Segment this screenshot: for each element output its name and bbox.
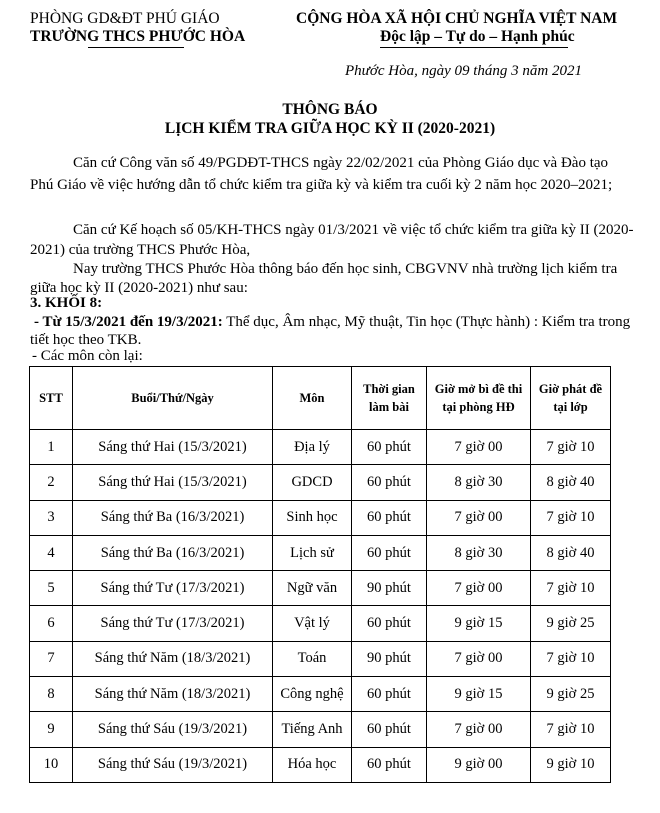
cell-distribute-time: 9 giờ 25 bbox=[531, 677, 611, 712]
cell-stt: 3 bbox=[30, 500, 73, 535]
paragraph-announcement: Nay trường THCS Phước Hòa thông báo đến học sinh, CBGVNV nhà trường lịch kiểm tra giữa học kỳ II (2020-2021) như sau: bbox=[30, 261, 618, 296]
cell-distribute-time: 7 giờ 10 bbox=[531, 500, 611, 535]
section-heading: 3. KHỐI 8: bbox=[30, 295, 103, 311]
cell-duration: 90 phút bbox=[352, 571, 427, 606]
table-row bbox=[30, 677, 611, 712]
table-row bbox=[30, 430, 611, 465]
cell-open-time: 7 giờ 00 bbox=[427, 571, 531, 606]
cell-stt: 1 bbox=[30, 430, 73, 465]
cell-session-date: Sáng thứ Tư (17/3/2021) bbox=[73, 606, 273, 641]
cell-open-time: 9 giờ 15 bbox=[427, 606, 531, 641]
item-remaining-subjects: - Các môn còn lại: bbox=[32, 348, 143, 364]
cell-distribute-time: 7 giờ 10 bbox=[531, 430, 611, 465]
cell-stt: 9 bbox=[30, 712, 73, 747]
cell-subject: Hóa học bbox=[273, 747, 352, 782]
cell-duration: 60 phút bbox=[352, 535, 427, 570]
header-distribute-time: Giờ phát đề tại lớp bbox=[531, 367, 611, 430]
cell-distribute-time: 9 giờ 10 bbox=[531, 747, 611, 782]
national-motto: Độc lập – Tự do – Hạnh phúc bbox=[380, 28, 575, 45]
cell-stt: 10 bbox=[30, 747, 73, 782]
paragraph-legal-basis-2: Căn cứ Kế hoạch số 05/KH-THCS ngày 01/3/2021 về việc tổ chức kiểm tra giữa kỳ II (2020-2021) của trường THCS Phước Hòa, bbox=[30, 222, 634, 258]
cell-distribute-time: 8 giờ 40 bbox=[531, 535, 611, 570]
cell-distribute-time: 7 giờ 10 bbox=[531, 571, 611, 606]
table-row bbox=[30, 712, 611, 747]
cell-distribute-time: 8 giờ 40 bbox=[531, 465, 611, 500]
cell-stt: 2 bbox=[30, 465, 73, 500]
table-row bbox=[30, 641, 611, 676]
cell-duration: 60 phút bbox=[352, 500, 427, 535]
department-name: PHÒNG GD&ĐT PHÚ GIÁO bbox=[30, 10, 220, 27]
cell-stt: 6 bbox=[30, 606, 73, 641]
cell-subject: Địa lý bbox=[273, 430, 352, 465]
school-underline bbox=[88, 47, 184, 48]
header-session-date: Buổi/Thứ/Ngày bbox=[73, 367, 273, 430]
item-date-range: - Từ 15/3/2021 đến 19/3/2021: bbox=[34, 314, 223, 330]
item-description: Thể dục, Âm nhạc, Mỹ thuật, Tin học (Thực hành) : Kiểm tra trong tiết học theo TKB. bbox=[30, 314, 631, 348]
table-row bbox=[30, 747, 611, 782]
table-row bbox=[30, 606, 611, 641]
header-stt: STT bbox=[30, 367, 73, 430]
cell-subject: Sinh học bbox=[273, 500, 352, 535]
cell-subject: GDCD bbox=[273, 465, 352, 500]
cell-open-time: 7 giờ 00 bbox=[427, 500, 531, 535]
exam-schedule-table bbox=[29, 366, 611, 783]
date-line: Phước Hòa, ngày 09 tháng 3 năm 2021 bbox=[345, 63, 582, 79]
body-text bbox=[30, 153, 635, 196]
cell-subject: Công nghệ bbox=[273, 677, 352, 712]
body-text-2 bbox=[30, 220, 635, 260]
cell-duration: 60 phút bbox=[352, 465, 427, 500]
cell-session-date: Sáng thứ Tư (17/3/2021) bbox=[73, 571, 273, 606]
cell-distribute-time: 7 giờ 10 bbox=[531, 712, 611, 747]
cell-subject: Lịch sử bbox=[273, 535, 352, 570]
school-name: TRƯỜNG THCS PHƯỚC HÒA bbox=[30, 28, 246, 45]
national-title: CỘNG HÒA XÃ HỘI CHỦ NGHĨA VIỆT NAM bbox=[296, 10, 618, 27]
cell-session-date: Sáng thứ Sáu (19/3/2021) bbox=[73, 712, 273, 747]
notice-subtitle: LỊCH KIỂM TRA GIỮA HỌC KỲ II (2020-2021) bbox=[164, 120, 496, 137]
cell-stt: 4 bbox=[30, 535, 73, 570]
cell-session-date: Sáng thứ Năm (18/3/2021) bbox=[73, 677, 273, 712]
paragraph-legal-basis-1: Căn cứ Công văn số 49/PGDĐT-THCS ngày 22/02/2021 của Phòng Giáo dục và Đào tạo Phú Giáo về việc hướng dẫn tổ chức kiểm tra giữa kỳ và kiểm tra cuối kỳ 2 năm học 2020–2021; bbox=[30, 155, 613, 193]
table-header-row bbox=[30, 367, 611, 430]
header-open-envelope-time: Giờ mở bì đề thi tại phòng HĐ bbox=[427, 367, 531, 430]
cell-duration: 60 phút bbox=[352, 677, 427, 712]
cell-open-time: 9 giờ 00 bbox=[427, 747, 531, 782]
cell-open-time: 8 giờ 30 bbox=[427, 535, 531, 570]
header-duration: Thời gian làm bài bbox=[352, 367, 427, 430]
cell-duration: 60 phút bbox=[352, 712, 427, 747]
table-row bbox=[30, 500, 611, 535]
cell-subject: Tiếng Anh bbox=[273, 712, 352, 747]
cell-subject: Toán bbox=[273, 641, 352, 676]
cell-session-date: Sáng thứ Sáu (19/3/2021) bbox=[73, 747, 273, 782]
cell-session-date: Sáng thứ Hai (15/3/2021) bbox=[73, 430, 273, 465]
cell-session-date: Sáng thứ Năm (18/3/2021) bbox=[73, 641, 273, 676]
cell-subject: Ngữ văn bbox=[273, 571, 352, 606]
cell-stt: 7 bbox=[30, 641, 73, 676]
cell-duration: 60 phút bbox=[352, 747, 427, 782]
cell-open-time: 7 giờ 00 bbox=[427, 641, 531, 676]
table-row bbox=[30, 535, 611, 570]
cell-duration: 60 phút bbox=[352, 606, 427, 641]
cell-distribute-time: 9 giờ 25 bbox=[531, 606, 611, 641]
body-text-3 bbox=[30, 260, 635, 298]
notice-title: THÔNG BÁO bbox=[282, 101, 378, 118]
cell-open-time: 7 giờ 00 bbox=[427, 430, 531, 465]
cell-distribute-time: 7 giờ 10 bbox=[531, 641, 611, 676]
cell-open-time: 9 giờ 15 bbox=[427, 677, 531, 712]
cell-stt: 5 bbox=[30, 571, 73, 606]
cell-duration: 90 phút bbox=[352, 641, 427, 676]
header-subject: Môn bbox=[273, 367, 352, 430]
cell-subject: Vật lý bbox=[273, 606, 352, 641]
cell-session-date: Sáng thứ Hai (15/3/2021) bbox=[73, 465, 273, 500]
cell-session-date: Sáng thứ Ba (16/3/2021) bbox=[73, 500, 273, 535]
cell-stt: 8 bbox=[30, 677, 73, 712]
cell-session-date: Sáng thứ Ba (16/3/2021) bbox=[73, 535, 273, 570]
table-row bbox=[30, 465, 611, 500]
cell-open-time: 8 giờ 30 bbox=[427, 465, 531, 500]
cell-duration: 60 phút bbox=[352, 430, 427, 465]
cell-open-time: 7 giờ 00 bbox=[427, 712, 531, 747]
table-row bbox=[30, 571, 611, 606]
item-practical-subjects bbox=[30, 313, 635, 349]
motto-underline bbox=[380, 47, 568, 48]
